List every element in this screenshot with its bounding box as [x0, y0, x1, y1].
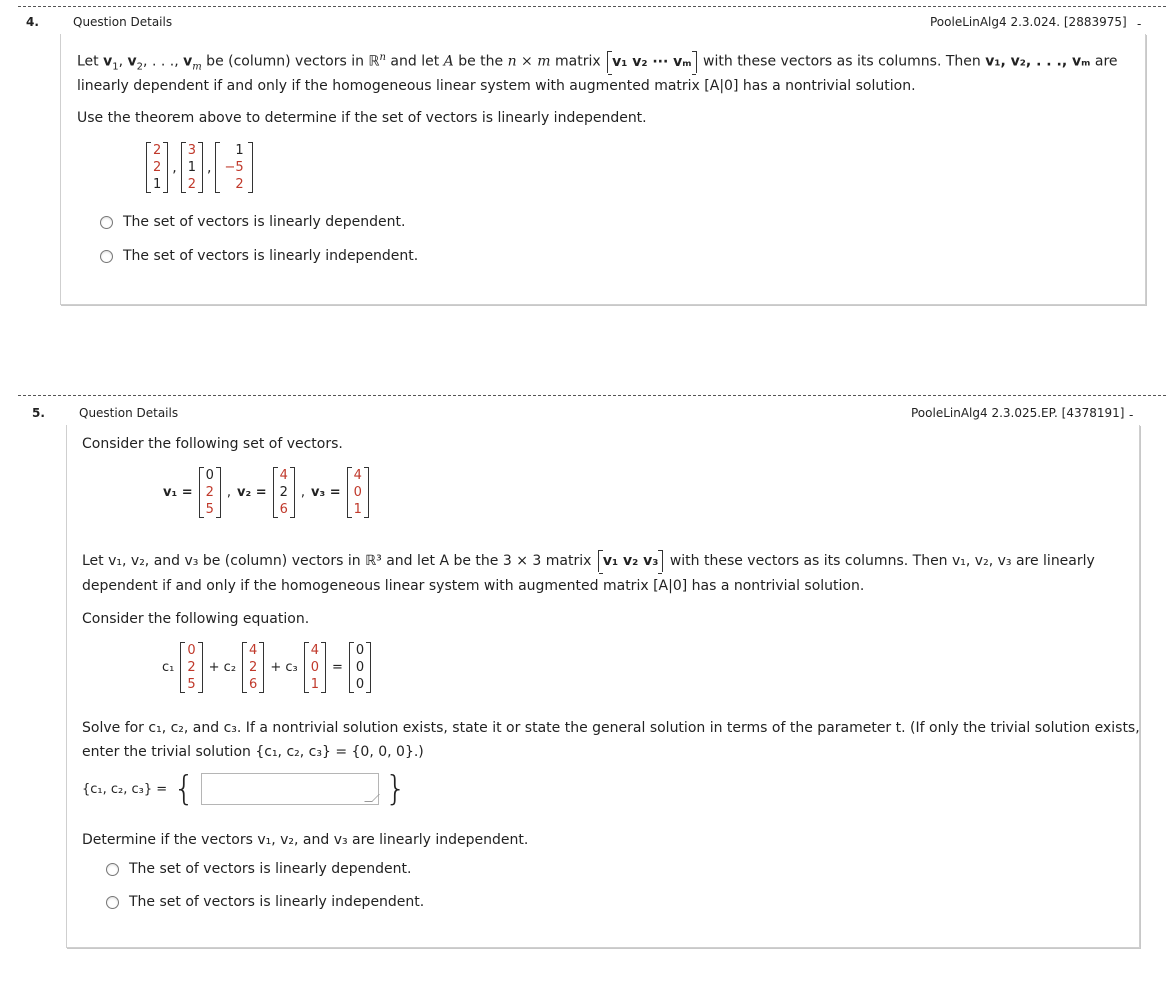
- collapse-minus[interactable]: -: [1129, 408, 1134, 422]
- eq-vector-3: 4 0 1: [304, 642, 326, 693]
- vector-v2: 4 2 6: [273, 467, 295, 518]
- vector-set: 2 2 1 , 3 1 2 , 1 −5 2: [146, 142, 253, 193]
- option-label: The set of vectors is linearly dependent.: [129, 861, 412, 877]
- determine-line: Determine if the vectors v₁, v₂, and v₃ are linearly independent.: [82, 832, 529, 848]
- option-independent[interactable]: [106, 894, 424, 910]
- option-dependent[interactable]: [100, 214, 405, 230]
- vector-v1: 0 2 5: [199, 467, 221, 518]
- question-reference: PooleLinAlg4 2.3.025.EP. [4378191]: [911, 406, 1125, 420]
- option-label: The set of vectors is linearly dependent.: [123, 214, 406, 230]
- eq-vector-1: 0 2 5: [180, 642, 202, 693]
- answer-row: [82, 769, 407, 809]
- question-details-label: Question Details: [79, 406, 179, 420]
- vector-2: 3 1 2: [181, 142, 203, 193]
- question-number: 5.: [32, 406, 45, 420]
- option-label: The set of vectors is linearly independent.: [129, 894, 425, 910]
- radio-button[interactable]: [100, 250, 113, 263]
- vector-3: 1 −5 2: [215, 142, 252, 193]
- consider-equation: Consider the following equation.: [82, 611, 310, 627]
- theorem-line-2: dependent if and only if the homogeneous linear system with augmented matrix [A|0] has a nontrivial solution.: [82, 578, 865, 594]
- vector-v3: 4 0 1: [347, 467, 369, 518]
- solve-line-1: Solve for c₁, c₂, and c₃. If a nontrivial solution exists, state it or state the general solution in terms of the parameter t. (If only the trivial solution exists,: [82, 720, 1140, 736]
- answer-label: {c₁, c₂, c₃} =: [82, 781, 168, 797]
- solve-line-2: enter the trivial solution {c₁, c₂, c₃} = {0, 0, 0}.): [82, 744, 424, 760]
- equation: c₁ 0 2 5 + c₂ 4 2 6 + c₃ 4 0 1 = 0 0 0: [162, 642, 371, 693]
- theorem-line-2: linearly dependent if and only if the homogeneous linear system with augmented matrix [A|0] has a nontrivial solution.: [77, 78, 916, 94]
- answer-input[interactable]: [201, 773, 379, 805]
- collapse-minus[interactable]: -: [1137, 17, 1142, 31]
- theorem-line-1: Let v₁, v₂, and v₃ be (column) vectors in ℝ³ and let A be the 3 × 3 matrix v₁ v₂ v₃ with these vectors as its columns. Then v₁, v₂, v₃ are linearly: [82, 550, 1095, 572]
- eq-vector-2: 4 2 6: [242, 642, 264, 693]
- question-reference: PooleLinAlg4 2.3.024. [2883975]: [930, 15, 1127, 29]
- option-dependent[interactable]: [106, 861, 411, 877]
- zero-vector: 0 0 0: [349, 642, 371, 693]
- divider: [18, 6, 1166, 7]
- divider: [18, 395, 1166, 396]
- instruction: Use the theorem above to determine if the set of vectors is linearly independent.: [77, 110, 647, 126]
- radio-button[interactable]: [100, 216, 113, 229]
- radio-button[interactable]: [106, 896, 119, 909]
- brace-close: }: [384, 769, 407, 809]
- matrix-columns: v₁ v₂ ··· vₘ: [607, 51, 697, 73]
- vector-1: 2 2 1: [146, 142, 168, 193]
- brace-open: {: [173, 769, 195, 809]
- option-independent[interactable]: [100, 248, 418, 264]
- radio-button[interactable]: [106, 863, 119, 876]
- matrix-columns: v₁ v₂ v₃: [598, 550, 664, 572]
- option-label: The set of vectors is linearly independent.: [123, 248, 419, 264]
- question-details-label: Question Details: [73, 15, 173, 29]
- theorem-line-1: Let $v_1$, $v_2$, . . ., $v_m$ be (column) vectors in ℝ$^n$ and let A be the n × m matrix v₁ v₂ ··· vₘ with these vectors as its columns. Then v₁, v₂, . . ., vₘ are: [77, 52, 1118, 73]
- intro: Consider the following set of vectors.: [82, 436, 343, 452]
- question-number: 4.: [26, 15, 39, 29]
- vector-definitions: v₁ = 0 2 5 , v₂ = 4 2 6 , v₃ = 4 0 1: [163, 467, 369, 518]
